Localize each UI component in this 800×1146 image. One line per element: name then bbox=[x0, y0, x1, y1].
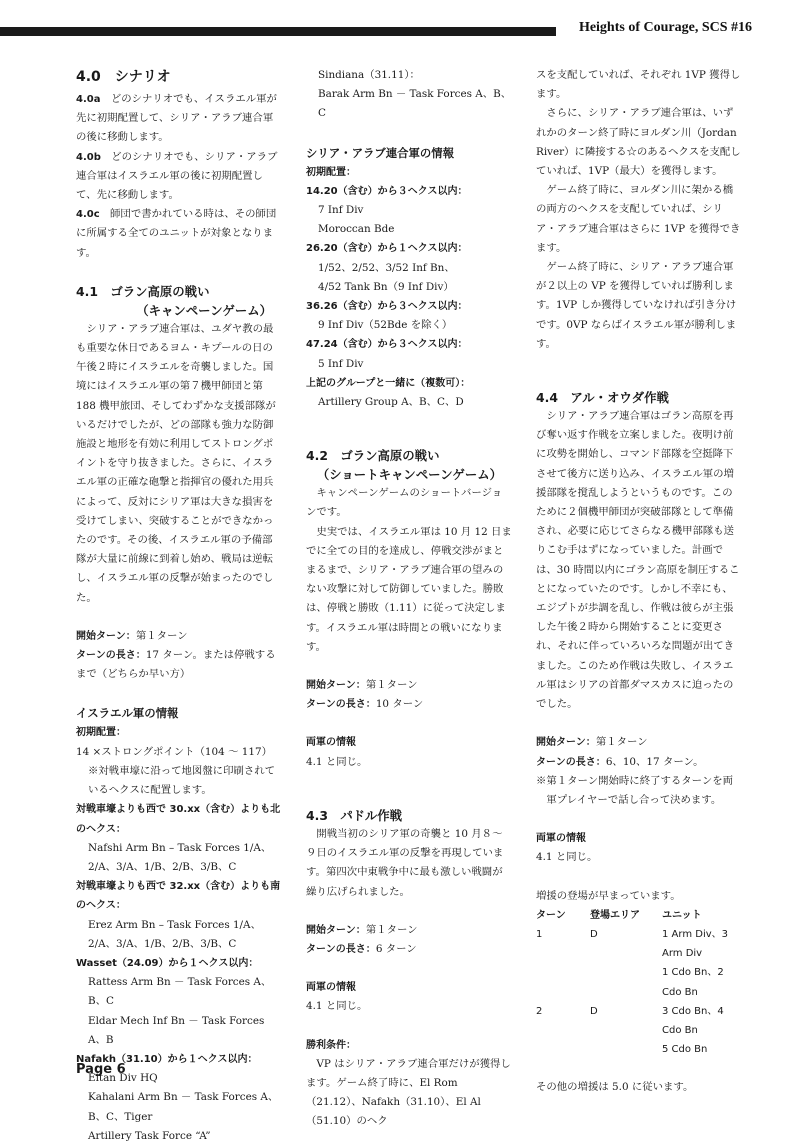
header-turn: ターン bbox=[536, 909, 566, 921]
victory-label: 勝利条件： bbox=[306, 1039, 356, 1051]
both-sides-text: 4.1 と同じ。 bbox=[306, 1000, 368, 1013]
both-sides-text: 4.1 と同じ。 bbox=[536, 851, 598, 864]
table-row bbox=[536, 1002, 742, 1060]
victory-text-cont: スを支配していれば、それぞれ 1VP 獲得します。 bbox=[536, 69, 741, 101]
column-right bbox=[536, 66, 742, 1098]
victory-jordan: さらに、シリア・アラブ連合軍は、いずれかのターン終了時にヨルダン川（Jordan River）に隣接する☆のあるヘクスを支配していれば、1VP（最大）を獲得します。 bbox=[536, 107, 741, 178]
group-1-unit: Moroccan Bde bbox=[318, 223, 395, 236]
group-5-label: 上記のグループと一緒に（複数可）： bbox=[306, 377, 471, 389]
group-2-unit: 1/52、2/52、3/52 Inf Bn、 bbox=[318, 261, 455, 274]
section-4-4-text: シリア・アラブ連合軍はゴラン高原を再び奪い返す作戦を立案しました。夜明け前に攻勢を開始し、コマンド部隊を空挺降下させて後方に送り込み、イスラエル軍の増援部隊を撹乱しようというものです。このために２個機甲師団が突破部隊として準備され、必要に応じてさらなる機甲部隊も送りこむ手はずになっていました。計画では、30 時間以内にゴラン高原を制圧することになっていたのです。しかし不幸にも、エジプトが歩調を乱し、作戦は彼らが主張した午後２時から開始することに変更され、それに伴っていろいろな問題が出てきました。このため作戦は失敗し、イスラエル軍はシリアの首都ダマスカスに迫ったのでした。 bbox=[536, 410, 740, 711]
rule-4-0b bbox=[76, 148, 282, 206]
group-5-unit: Artillery Group A、B、C、D bbox=[318, 396, 464, 409]
start-turn-value: 第１ターン bbox=[365, 923, 418, 936]
section-4-3-title: 4.3 パドル作戦 bbox=[306, 807, 403, 823]
section-4-1-subtitle: （キャンペーンゲーム） bbox=[136, 302, 272, 318]
group-2-label: 26.20（含む）から１ヘクス以内： bbox=[306, 243, 468, 255]
turn-length-note: ※第１ターン開始時に終了するターンを両軍プレイヤーで話し合って決めます。 bbox=[536, 774, 734, 806]
turn-length-value: 10 ターン bbox=[375, 698, 424, 711]
start-turn-value: 第１ターン bbox=[135, 629, 188, 642]
wasset-unit: Rattess Arm Bn － Task Forces A、B、C bbox=[88, 976, 272, 1008]
initial-setup-label: 初期配置： bbox=[306, 166, 356, 178]
rule-number: 4.0b bbox=[76, 151, 101, 163]
start-turn bbox=[536, 733, 742, 752]
wasset-unit: Eldar Mech Inf Bn － Task Forces A、B bbox=[88, 1014, 265, 1046]
reinforcement-header-row bbox=[536, 906, 742, 925]
both-sides-label: 両軍の情報 bbox=[536, 833, 586, 845]
turn-length-value: 6、10、17 ターン。 bbox=[605, 755, 704, 768]
header-area: 登場エリア bbox=[590, 909, 640, 921]
turn-length-value: 17 ターン。または停戦するまで（どちらか早い方） bbox=[76, 649, 276, 681]
turn-length-label: ターンの長さ： bbox=[536, 756, 606, 768]
rule-text: どのシナリオでも、シリア・アラブ連合軍はイスラエル軍の後に初期配置して、先に移動します。 bbox=[76, 150, 278, 202]
group-4-label: 47.24（含む）から３ヘクス以内： bbox=[306, 339, 468, 351]
header-units: ユニット bbox=[662, 909, 702, 921]
section-4-2-subtitle: （ショートキャンペーンゲーム） bbox=[316, 467, 502, 483]
rule-text: どのシナリオでも、イスラエル軍が先に初期配置して、シリア・アラブ連合軍の後に移動します。 bbox=[76, 93, 277, 144]
unit-line: 5 Cdo Bn bbox=[662, 1044, 708, 1056]
section-4-2-intro: キャンペーンゲームのショートバージョンです。 bbox=[306, 487, 503, 519]
start-turn-label: 開始ターン： bbox=[306, 680, 366, 692]
both-sides-label: 両軍の情報 bbox=[306, 737, 356, 749]
wasset-label: Wasset（24.09）から１ヘクス以内： bbox=[76, 957, 259, 969]
header-bar bbox=[0, 27, 556, 36]
syria-info-title: シリア・アラブ連合軍の情報 bbox=[306, 145, 455, 160]
strongpoint-note: ※対戦車壕に沿って地図盤に印刷されているヘクスに配置します。 bbox=[88, 764, 276, 797]
start-turn-value: 第１ターン bbox=[365, 679, 418, 692]
units-cell bbox=[662, 1002, 742, 1060]
section-4-2-text: 史実では、イスラエル軍は 10 月 12 日までに全ての目的を達成し、停戦交渉がまとまるまで、シリア・アラブ連合軍の望みのない攻撃に対して防御していました。勝敗は、停戦と勝敗（1.11）に従って決定します。イスラエル軍は時間との戦いになります。 bbox=[306, 525, 512, 653]
units-cell bbox=[662, 925, 742, 1002]
turn-length bbox=[306, 695, 512, 714]
start-turn-label: 開始ターン： bbox=[536, 737, 596, 749]
west-south-units: Erez Arm Bn – Task Forces 1/A、2/A、3/A、1/B、2/B、3/B、C bbox=[88, 918, 261, 950]
start-turn bbox=[306, 921, 512, 940]
start-turn bbox=[76, 627, 282, 646]
section-4-1-text: シリア・アラブ連合軍は、ユダヤ教の最も重要な休日であるヨム・キプールの日の午後２時にイスラエルを奇襲しました。国境にはイスラエル軍の第７機甲師団と第188 機甲旅団、そしてわずかな支援部隊がいるだけでしたが、どの部隊も強力な防御施設と地形を有効に利用してストロングポイントを守り抜きました。さらに、イスラエル軍の正確な砲撃と指揮官の優れた用兵によって、反対にシリア軍は大きな損害を受けてしまい、突破することができなかったのです。その後、イスラエル軍の予備部隊が大量に前線に到着し始め、戦局は逆転し、イスラエル軍の反撃が始まったのでした。 bbox=[76, 322, 276, 604]
west-north-units: Nafshi Arm Bn – Task Forces 1/A、2/A、3/A、1/B、2/B、3/B、C bbox=[88, 841, 272, 873]
victory-bridges: ゲーム終了時に、ヨルダン川に架かる橋の両方のヘクスを支配していれば、シリア・アラブ連合軍はさらに 1VP を獲得できます。 bbox=[536, 184, 741, 254]
turn-length bbox=[76, 646, 282, 684]
group-1-label: 14.20（含む）から３ヘクス以内： bbox=[306, 185, 468, 197]
victory-outcome: ゲーム終了時に、シリア・アラブ連合軍が２以上の VP を獲得していれば勝利します。1VP しか獲得していなければ引き分けです。0VP ならばイスラエル軍が勝利します。 bbox=[536, 261, 737, 350]
column-middle bbox=[306, 66, 512, 1132]
nafakh-label: Nafakh（31.10）から１ヘクス以内： bbox=[76, 1053, 258, 1065]
turn-length-value: 6 ターン bbox=[375, 942, 417, 955]
rule-4-0c bbox=[76, 205, 282, 263]
area-cell: D bbox=[590, 928, 598, 940]
section-4-2-title: 4.2 ゴラン高原の戦い bbox=[306, 448, 440, 464]
nafakh-unit: Kahalani Arm Bn － Task Forces A、B、C、Tiger bbox=[88, 1091, 279, 1123]
turn-length-label: ターンの長さ： bbox=[76, 650, 146, 662]
section-4-4-title: 4.4 アル・オウダ作戦 bbox=[536, 390, 669, 406]
turn-length-label: ターンの長さ： bbox=[306, 943, 376, 955]
section-4-0-title: 4.0 シナリオ bbox=[76, 69, 171, 85]
group-1-unit: 7 Inf Div bbox=[318, 204, 364, 217]
start-turn-label: 開始ターン： bbox=[76, 630, 136, 642]
nafakh-unit: Artillery Task Force “A” bbox=[88, 1129, 211, 1142]
both-sides-label: 両軍の情報 bbox=[306, 982, 356, 994]
reinforcement-intro: 増援の登場が早まっています。 bbox=[536, 889, 681, 902]
table-row bbox=[536, 925, 742, 1002]
turn-length-label: ターンの長さ： bbox=[306, 699, 376, 711]
barak-unit: Barak Arm Bn － Task Forces A、B、C bbox=[318, 88, 512, 120]
group-3-label: 36.26（含む）から３ヘクス以内： bbox=[306, 301, 468, 313]
reinforcement-other: その他の増援は 5.0 に従います。 bbox=[536, 1081, 694, 1094]
running-header-title: Heights of Courage, SCS #16 bbox=[578, 20, 752, 35]
section-4-3-text: 開戦当初のシリア軍の奇襲と 10 月８～９日のイスラエル軍の反撃を再現しています。第四次中東戦争中に最も激しい戦闘が繰り広げられました。 bbox=[306, 827, 504, 898]
west-south-label: 対戦車壕よりも西で 32.xx（含む）よりも南のヘクス： bbox=[76, 881, 281, 912]
rule-4-0a bbox=[76, 90, 282, 148]
initial-setup-label: 初期配置： bbox=[76, 727, 126, 739]
unit-line: 1 Arm Div、3 Arm Div bbox=[662, 928, 728, 960]
sindiana-label: Sindiana（31.11）： bbox=[318, 69, 420, 81]
west-north-label: 対戦車壕よりも西で 30.xx（含む）よりも北のヘクス： bbox=[76, 804, 281, 835]
rule-number: 4.0c bbox=[76, 209, 100, 221]
turn-length bbox=[536, 753, 742, 772]
start-turn-value: 第１ターン bbox=[595, 736, 648, 749]
group-2-unit: 4/52 Tank Bn（9 Inf Div） bbox=[318, 280, 454, 293]
nafakh-unit: Eitan Div HQ bbox=[88, 1072, 158, 1085]
turn-cell: 2 bbox=[536, 1005, 543, 1017]
victory-text: VP はシリア・アラブ連合軍だけが獲得します。ゲーム終了時に、El Rom（21.12）、Nafakh（31.10）、El Al（51.10）のヘク bbox=[306, 1057, 511, 1128]
group-3-unit: 9 Inf Div（52Bde を除く） bbox=[318, 319, 453, 332]
reinforcement-table bbox=[536, 906, 742, 1060]
both-sides-text: 4.1 と同じ。 bbox=[306, 755, 368, 768]
israel-info-title: イスラエル軍の情報 bbox=[76, 706, 179, 721]
unit-line: 1 Cdo Bn、2 Cdo Bn bbox=[662, 967, 724, 998]
unit-line: 3 Cdo Bn、4 Cdo Bn bbox=[662, 1005, 724, 1036]
start-turn bbox=[306, 676, 512, 695]
section-4-1-title: 4.1 ゴラン高原の戦い bbox=[76, 283, 210, 299]
strongpoint-line: 14 ×ストロングポイント（104 ～ 117） bbox=[76, 745, 272, 758]
start-turn-label: 開始ターン： bbox=[306, 924, 366, 936]
rule-text: 師団で書かれている時は、その師団に所属する全てのユニットが対象となります。 bbox=[76, 208, 277, 259]
turn-cell: 1 bbox=[536, 928, 543, 940]
column-left bbox=[76, 66, 282, 1146]
area-cell: D bbox=[590, 1005, 598, 1017]
rule-number: 4.0a bbox=[76, 94, 101, 105]
group-4-unit: 5 Inf Div bbox=[318, 357, 364, 370]
turn-length bbox=[306, 940, 512, 959]
page-number: Page 6 bbox=[76, 1062, 126, 1077]
